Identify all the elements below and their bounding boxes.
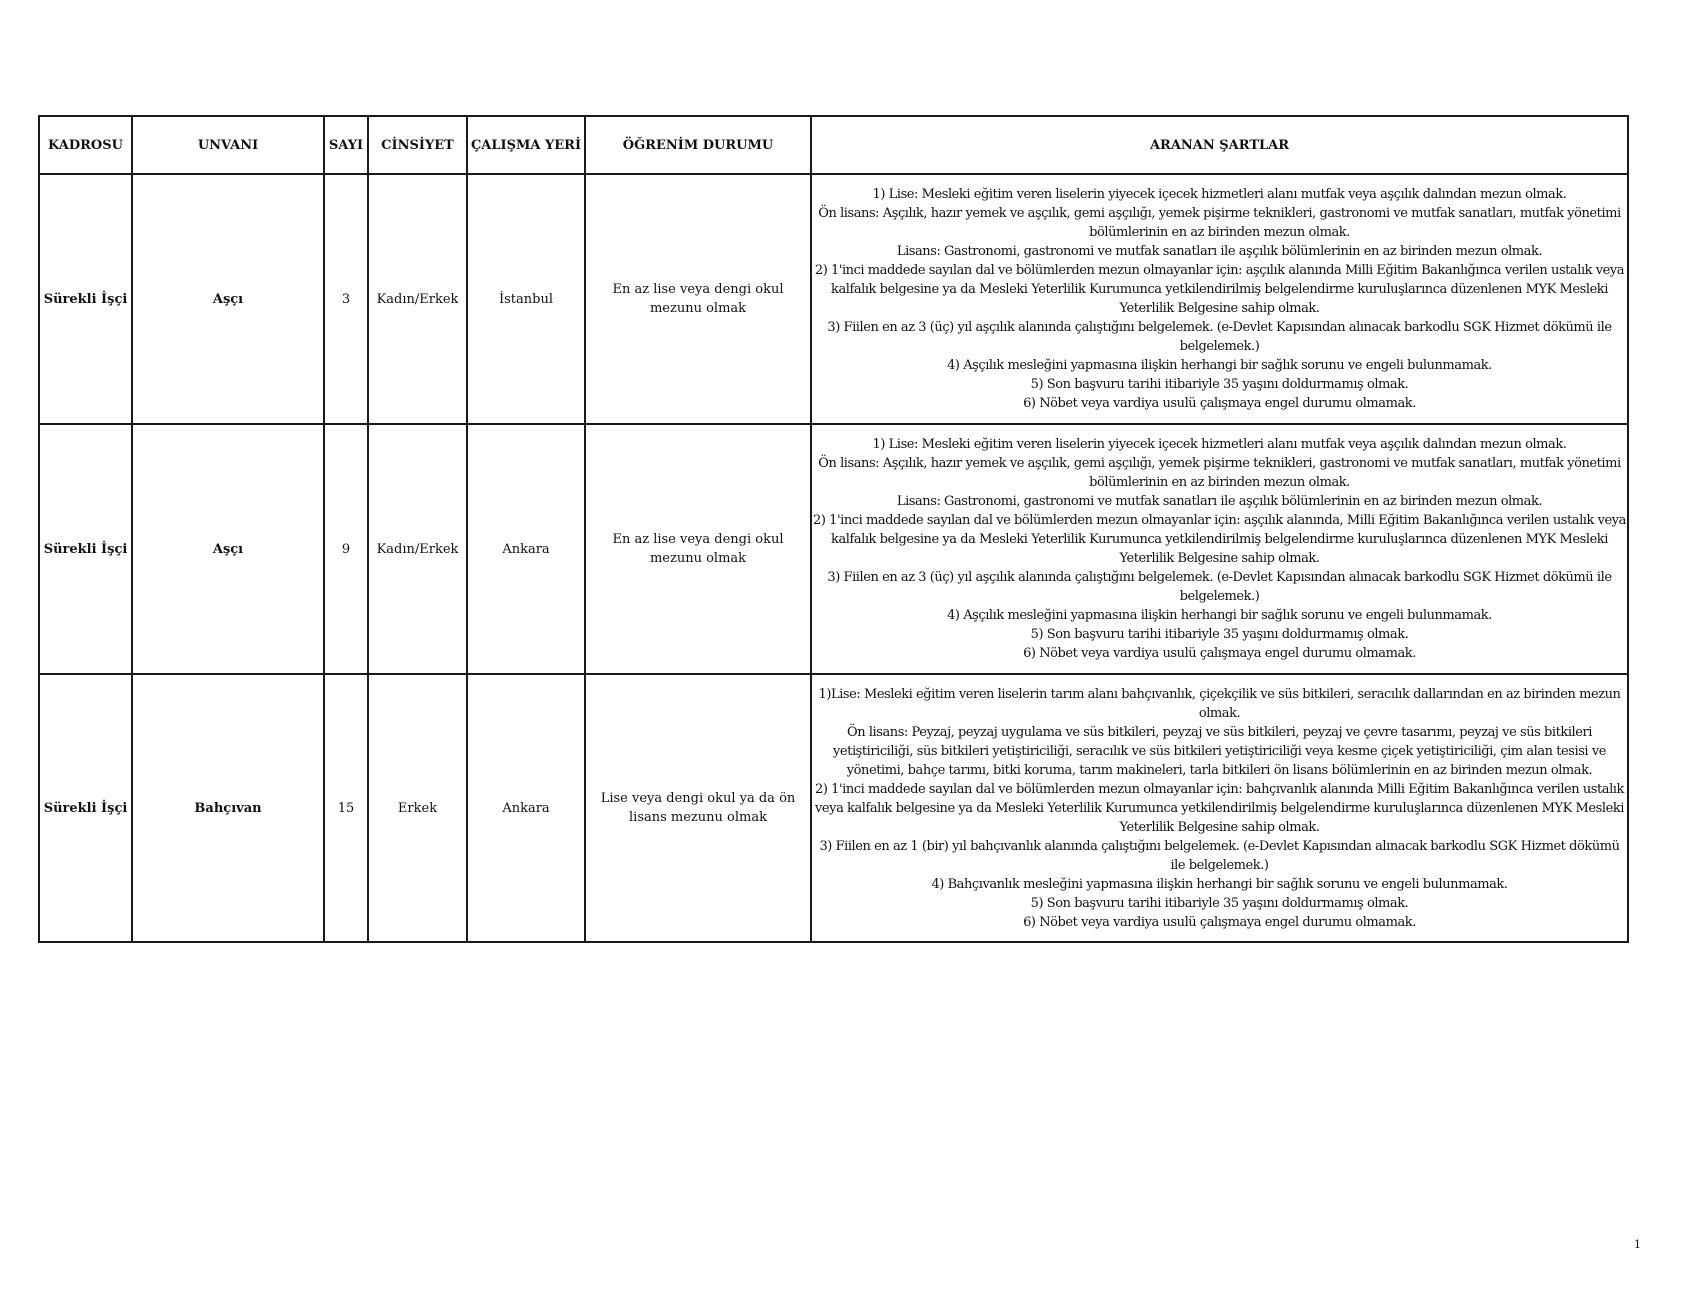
cell-kadrosu: Sürekli İşçi [39, 674, 132, 942]
cell-ogrenim-durumu: Lise veya dengi okul ya da ön lisans mezunu olmak [585, 674, 811, 942]
cell-calisma-yeri: İstanbul [467, 174, 585, 424]
table-row [39, 424, 1628, 674]
cell-cinsiyet: Erkek [368, 674, 467, 942]
table-row [39, 674, 1628, 942]
header-cinsiyet: CİNSİYET [368, 116, 467, 174]
cell-unvani: Bahçıvan [132, 674, 324, 942]
cell-aranan-sartlar: 1) Lise: Mesleki eğitim veren liselerin yiyecek içecek hizmetleri alanı mutfak veya aşçılık dalından mezun olmak. Ön lisans: Aşçılık, hazır yemek ve aşçılık, gemi aşçılığı, yemek pişirme teknikleri, gastronomi ve mutfak sanatları, mutfak yönetimi bölümlerinin en az birinden mezun olmak. Lisans: Gastronomi, gastronomi ve mutfak sanatları ile aşçılık bölümlerinin en az birinden mezun olmak. 2) 1'inci maddede sayılan dal ve bölümlerden mezun olmayanlar için: aşçılık alanında Milli Eğitim Bakanlığınca verilen ustalık veya kalfalık belgesine ya da Mesleki Yeterlilik Kurumunca yetkilendirilmiş belgelendirme kuruluşlarınca düzenlenen MYK Mesleki Yeterlilik Belgesine sahip olmak. 3) Fiilen en az 3 (üç) yıl aşçılık alanında çalıştığını belgelemek. (e-Devlet Kapısından alınacak barkodlu SGK Hizmet dökümü ile belgelemek.) 4) Aşçılık mesleğini yapmasına ilişkin herhangi bir sağlık sorunu ve engeli bulunmamak. 5) Son başvuru tarihi itibariyle 35 yaşını doldurmamış olmak. 6) Nöbet veya vardiya usulü çalışmaya engel durumu olmamak. [811, 174, 1628, 424]
cell-kadrosu: Sürekli İşçi [39, 424, 132, 674]
cell-ogrenim-durumu: En az lise veya dengi okul mezunu olmak [585, 424, 811, 674]
header-ogrenim-durumu: ÖĞRENİM DURUMU [585, 116, 811, 174]
cell-kadrosu: Sürekli İşçi [39, 174, 132, 424]
header-sayi: SAYI [324, 116, 368, 174]
cell-sayi: 3 [324, 174, 368, 424]
header-row [39, 116, 1628, 174]
cell-aranan-sartlar: 1)Lise: Mesleki eğitim veren liselerin tarım alanı bahçıvanlık, çiçekçilik ve süs bitkileri, seracılık dallarından en az birinden mezun olmak. Ön lisans: Peyzaj, peyzaj uygulama ve süs bitkileri, peyzaj ve süs bitkileri, peyzaj ve çevre tasarımı, peyzaj ve süs bitkileri yetiştiriciliği, süs bitkileri yetiştiriciliği, seracılık ve süs bitkileri yetiştiriciliği veya kesme çiçek yetiştiriciliği, çim alan tesisi ve yönetimi, bahçe tarımı, bitki koruma, tarım makineleri, tarla bitkileri ön lisans bölümlerinin en az birinden mezun olmak. 2) 1'inci maddede sayılan dal ve bölümlerden mezun olmayanlar için: bahçıvanlık alanında Milli Eğitim Bakanlığınca verilen ustalık veya kalfalık belgesine ya da Mesleki Yeterlilik Kurumunca yetkilendirilmiş belgelendirme kuruluşlarınca düzenlenen MYK Mesleki Yeterlilik Belgesine sahip olmak. 3) Fiilen en az 1 (bir) yıl bahçıvanlık alanında çalıştığını belgelemek. (e-Devlet Kapısından alınacak barkodlu SGK Hizmet dökümü ile belgelemek.) 4) Bahçıvanlık mesleğini yapmasına ilişkin herhangi bir sağlık sorunu ve engeli bulunmamak. 5) Son başvuru tarihi itibariyle 35 yaşını doldurmamış olmak. 6) Nöbet veya vardiya usulü çalışmaya engel durumu olmamak. [811, 674, 1628, 942]
job-listing-table [38, 115, 1629, 943]
cell-calisma-yeri: Ankara [467, 674, 585, 942]
cell-ogrenim-durumu: En az lise veya dengi okul mezunu olmak [585, 174, 811, 424]
cell-cinsiyet: Kadın/Erkek [368, 424, 467, 674]
table-row [39, 174, 1628, 424]
cell-sayi: 9 [324, 424, 368, 674]
cell-sayi: 15 [324, 674, 368, 942]
page-number: 1 [1634, 1238, 1641, 1251]
cell-unvani: Aşçı [132, 174, 324, 424]
header-calisma-yeri: ÇALIŞMA YERİ [467, 116, 585, 174]
header-kadrosu: KADROSU [39, 116, 132, 174]
header-unvani: UNVANI [132, 116, 324, 174]
cell-calisma-yeri: Ankara [467, 424, 585, 674]
header-aranan-sartlar: ARANAN ŞARTLAR [811, 116, 1628, 174]
cell-unvani: Aşçı [132, 424, 324, 674]
cell-aranan-sartlar: 1) Lise: Mesleki eğitim veren liselerin yiyecek içecek hizmetleri alanı mutfak veya aşçılık dalından mezun olmak. Ön lisans: Aşçılık, hazır yemek ve aşçılık, gemi aşçılığı, yemek pişirme teknikleri, gastronomi ve mutfak sanatları, mutfak yönetimi bölümlerinin en az birinden mezun olmak. Lisans: Gastronomi, gastronomi ve mutfak sanatları ile aşçılık bölümlerinin en az birinden mezun olmak. 2) 1'inci maddede sayılan dal ve bölümlerden mezun olmayanlar için: aşçılık alanında, Milli Eğitim Bakanlığınca verilen ustalık veya kalfalık belgesine ya da Mesleki Yeterlilik Kurumunca yetkilendirilmiş belgelendirme kuruluşlarınca düzenlenen MYK Mesleki Yeterlilik Belgesine sahip olmak. 3) Fiilen en az 3 (üç) yıl aşçılık alanında çalıştığını belgelemek. (e-Devlet Kapısından alınacak barkodlu SGK Hizmet dökümü ile belgelemek.) 4) Aşçılık mesleğini yapmasına ilişkin herhangi bir sağlık sorunu ve engeli bulunmamak. 5) Son başvuru tarihi itibariyle 35 yaşını doldurmamış olmak. 6) Nöbet veya vardiya usulü çalışmaya engel durumu olmamak. [811, 424, 1628, 674]
cell-cinsiyet: Kadın/Erkek [368, 174, 467, 424]
